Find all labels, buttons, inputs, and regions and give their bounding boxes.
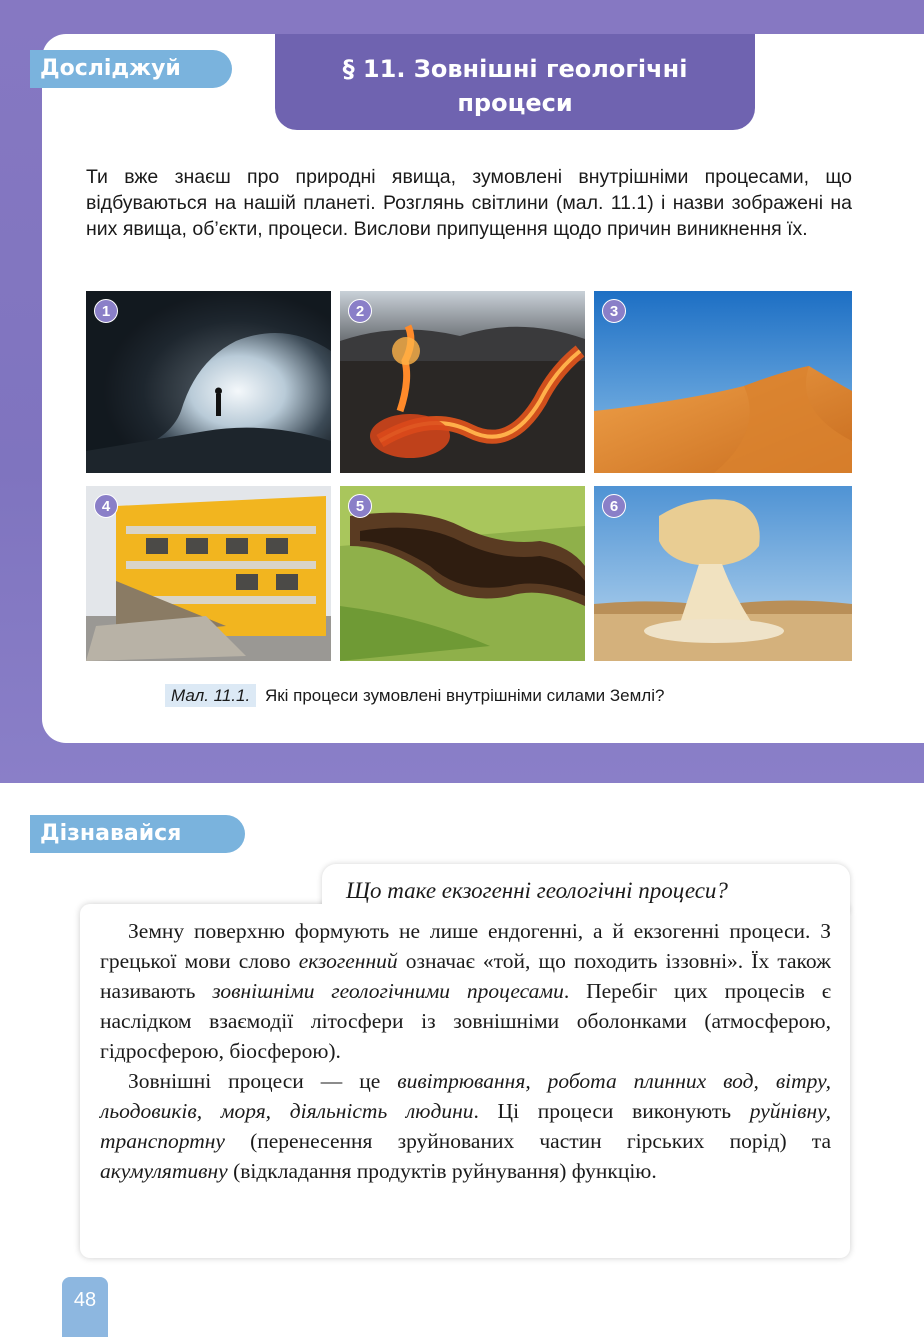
paragraph-2 (100, 1066, 831, 1186)
photo-number-badge: 5 (348, 494, 372, 518)
photo-mushroom-rock (594, 486, 852, 661)
photo-volcano (340, 291, 585, 473)
term-italic: акумулятивну (100, 1159, 228, 1183)
text-span: Земну поверхню формують не лише ендогенні, а й екзогенні процеси. З грецької мови слово (100, 919, 831, 973)
photo-desert (594, 291, 852, 473)
title-line-2: процеси (457, 89, 573, 117)
text-span: означає «той, що походить іззовні». Їх також називають (100, 949, 831, 1003)
figure-label: Мал. 11.1. (165, 684, 256, 707)
explore-tag: Досліджуй (30, 50, 232, 88)
term-italic: екзогенний (298, 949, 398, 973)
text-span: (відкладання продуктів руйнування) функцію. (227, 1159, 657, 1183)
text-span: Зовнішні процеси — це (128, 1069, 398, 1093)
page-title (275, 52, 755, 120)
photo-number-badge: 1 (94, 299, 118, 323)
learn-tag: Дізнавайся (30, 815, 245, 853)
photo-number-badge: 4 (94, 494, 118, 518)
photo-ice-cave (86, 291, 331, 473)
title-line-1: § 11. Зовнішні геологічні (342, 55, 688, 83)
page-number: 48 (62, 1277, 108, 1337)
term-italic: вивітрювання, робота плинних вод, вітру, льодовиків, моря, діяльність людини (100, 1069, 831, 1123)
photo-damaged-building (86, 486, 331, 661)
text-span: . Перебіг цих процесів є наслідком взаємодії літосфери із зовнішніми оболонками (атмосферою, гідросферою, біосферою). (100, 979, 831, 1063)
photo-number-badge: 2 (348, 299, 372, 323)
section-question: Що таке екзогенні геологічні процеси? (346, 878, 728, 903)
figure-caption (165, 682, 664, 710)
text-span: . Ці процеси виконують (473, 1099, 750, 1123)
term-italic: руйнівну, транспортну (100, 1099, 831, 1153)
photo-number-badge: 6 (602, 494, 626, 518)
figure-caption-text: Які процеси зумовлені внутрішніми силами Землі? (264, 686, 665, 705)
photo-ground-crack (340, 486, 585, 661)
paragraph-1 (100, 916, 831, 1066)
photo-number-badge: 3 (602, 299, 626, 323)
intro-paragraph: Ти вже знаєш про природні явища, зумовлені внутрішніми процесами, що відбуваються на нашій планеті. Розглянь світлини (мал. 11.1) і назви зображені на них явища, об’єкти, процеси. Вислови припущення щодо причин виникнення їх. (86, 166, 852, 240)
body-text (100, 916, 831, 1186)
text-span: (перенесення зруйнованих частин гірських порід) та (224, 1129, 831, 1153)
term-italic: зовнішніми геологічними процесами (212, 979, 564, 1003)
